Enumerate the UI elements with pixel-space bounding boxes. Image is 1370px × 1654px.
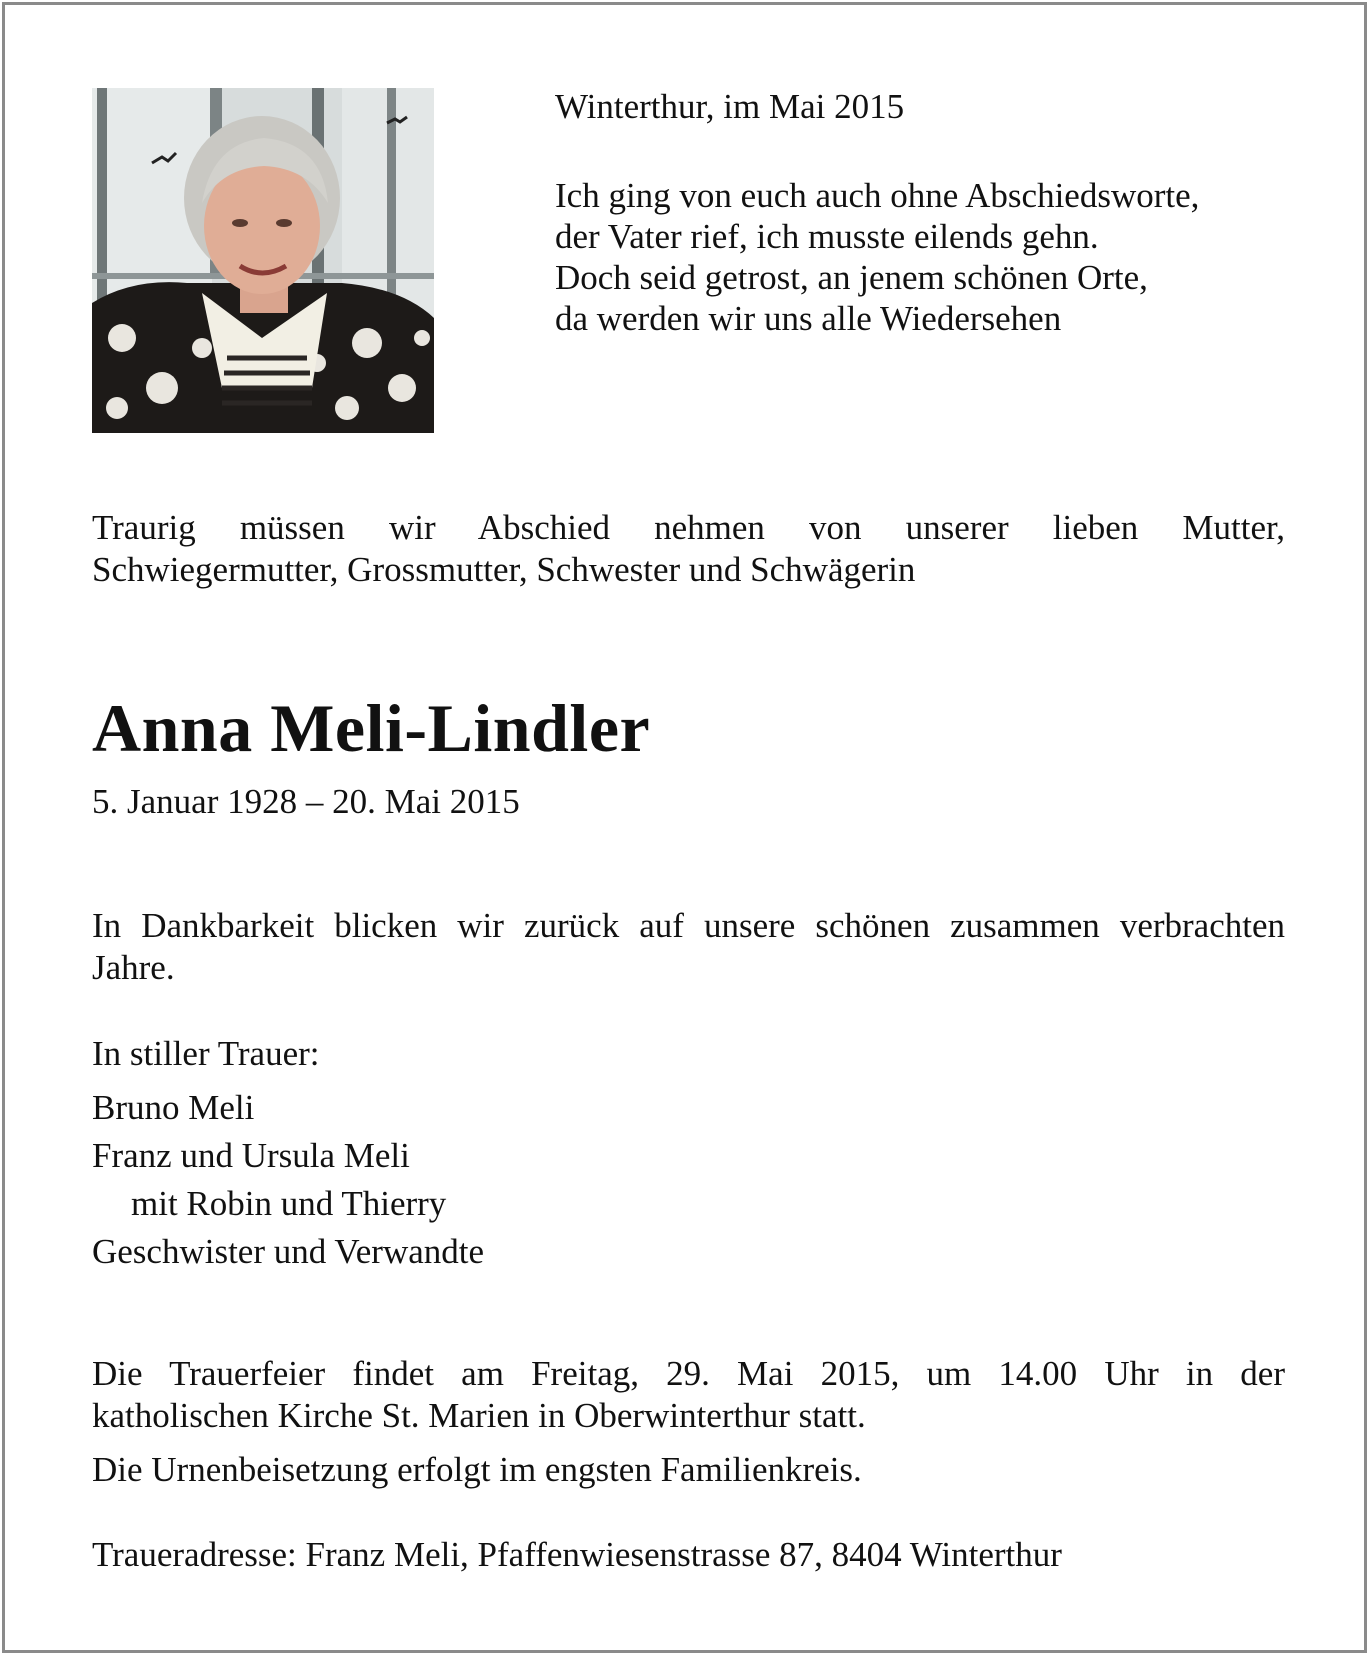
mourner-name: Geschwister und Verwandte (92, 1232, 485, 1271)
intro-line: Schwiegermutter, Grossmutter, Schwester und Schwägerin (92, 550, 916, 589)
mourner-name: Bruno Meli (92, 1088, 255, 1127)
poem (555, 175, 1199, 339)
mourning-address: Traueradresse: Franz Meli, Pfaffenwiesenstrasse 87, 8404 Winterthur (92, 1535, 1062, 1574)
portrait-photo (92, 88, 434, 433)
notice-content (92, 5, 1285, 1650)
mourner-name: mit Robin und Thierry (131, 1184, 447, 1223)
life-dates: 5. Januar 1928 – 20. Mai 2015 (92, 782, 520, 821)
deceased-name: Anna Meli-Lindler (92, 690, 651, 766)
poem-line: da werden wir uns alle Wiedersehen (555, 299, 1062, 338)
poem-line: Doch seid getrost, an jenem schönen Orte, (555, 258, 1148, 297)
urn-burial-text: Die Urnenbeisetzung erfolgt im engsten Familienkreis. (92, 1450, 862, 1489)
gratitude-text (92, 905, 1285, 989)
obituary-notice (2, 2, 1367, 1653)
poem-line: der Vater rief, ich musste eilends gehn. (555, 217, 1099, 256)
poem-line: Ich ging von euch auch ohne Abschiedsworte, (555, 176, 1200, 215)
ceremony-line: katholischen Kirche St. Marien in Oberwinterthur statt. (92, 1396, 866, 1435)
place-date: Winterthur, im Mai 2015 (555, 87, 905, 126)
ceremony-line: Die Trauerfeier findet am Freitag, 29. Mai 2015, um 14.00 Uhr in der (92, 1354, 1285, 1393)
ceremony-text (92, 1353, 1285, 1437)
gratitude-line: In Dankbarkeit blicken wir zurück auf unsere schönen zusammen verbrachten (92, 906, 1285, 945)
intro-line: Traurig müssen wir Abschied nehmen von unserer lieben Mutter, (92, 508, 1285, 547)
mourning-heading: In stiller Trauer: (92, 1034, 320, 1073)
mourners-list (92, 1084, 484, 1276)
gratitude-line: Jahre. (92, 948, 175, 987)
intro-text (92, 507, 1285, 591)
mourner-name: Franz und Ursula Meli (92, 1136, 410, 1175)
